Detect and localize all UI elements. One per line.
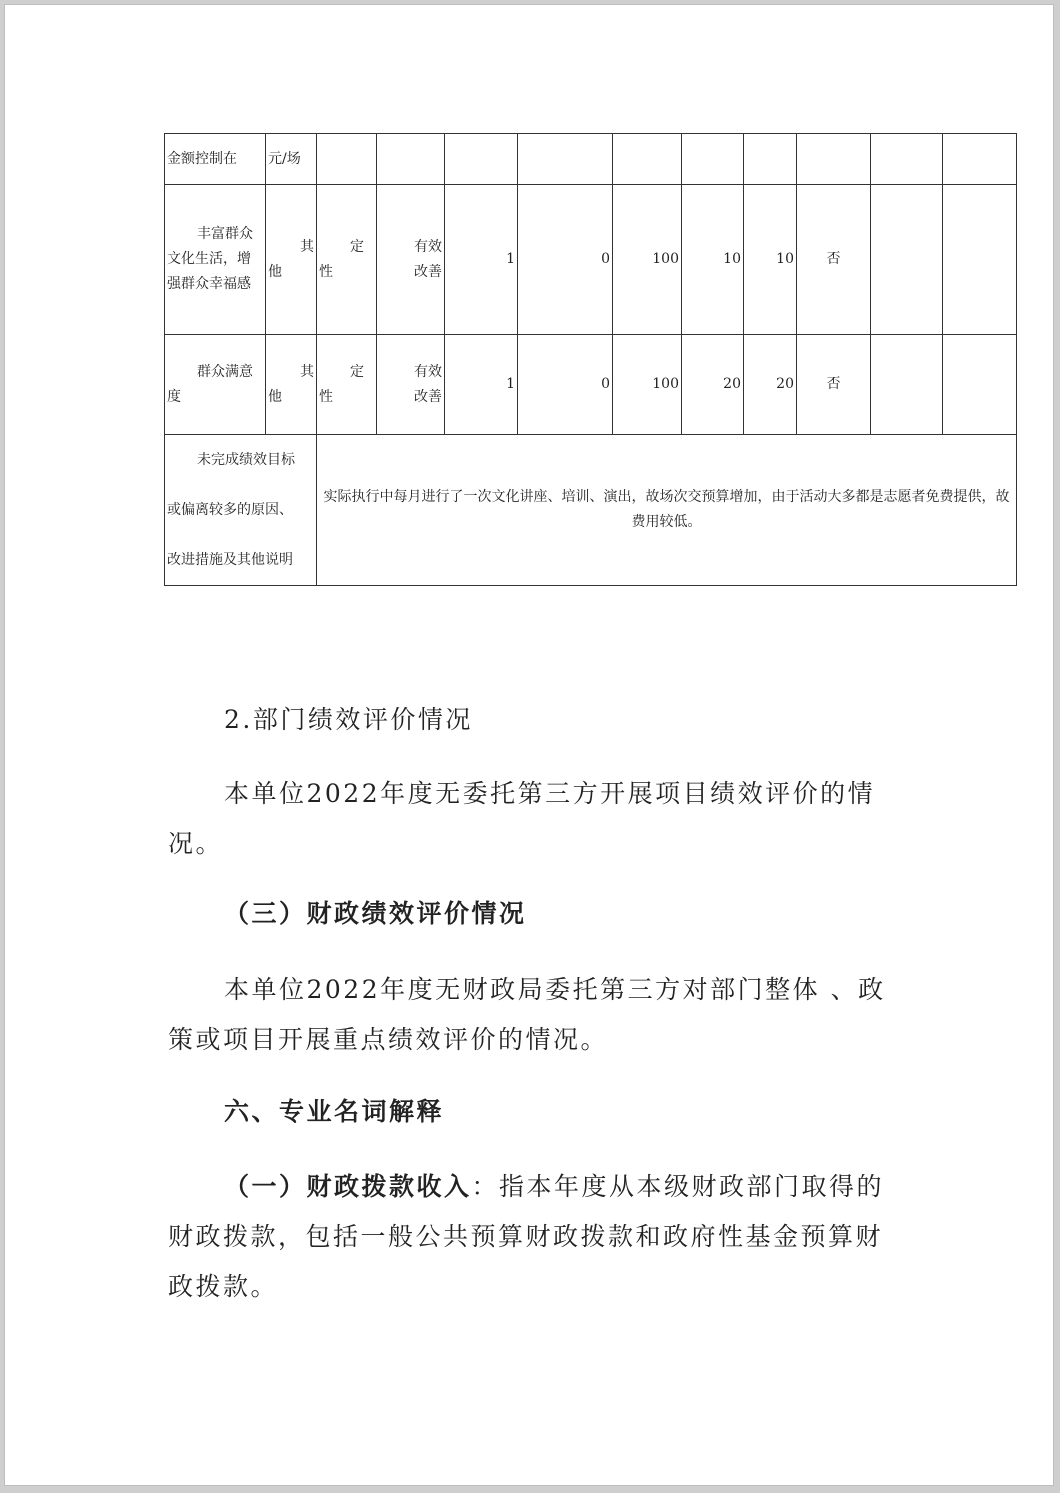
section-heading-finance-evaluation: （三）财政绩效评价情况 [224, 899, 527, 928]
indicator-name-cell: 丰富群众 文化生活，增 强群众幸福感 [165, 185, 266, 335]
type-cell: 定 性 [317, 335, 377, 435]
explanation-text-cell: 实际执行中每月进行了一次文化讲座、培训、演出，故场次交预算增加，由于活动大多都是志愿者免费提供，故费用较低。 [317, 435, 1017, 586]
table-row [165, 435, 1017, 586]
value-cell: 0 [518, 335, 613, 435]
value-cell: 1 [445, 185, 518, 335]
value-cell: 100 [613, 335, 682, 435]
section-heading-terms: 六、专业名词解释 [224, 1097, 445, 1126]
document-page [4, 4, 1054, 1486]
explanation-label-cell: 未完成绩效目标 或偏离较多的原因、 改进措施及其他说明 [165, 435, 317, 586]
paragraph-term-definition: （一）财政拨款收入：指本年度从本级财政部门取得的财政拨款，包括一般公共预算财政拨款和政府性基金预算财政拨款。 [168, 1172, 885, 1301]
type-cell: 定 性 [317, 185, 377, 335]
category-cell: 其 他 [266, 185, 317, 335]
value-cell: 100 [613, 185, 682, 335]
value-cell: 20 [682, 335, 744, 435]
table-row [165, 134, 1017, 185]
table-row [165, 335, 1017, 435]
indicator-name-cell: 群众满意 度 [165, 335, 266, 435]
value-cell: 20 [744, 335, 797, 435]
value-cell: 0 [518, 185, 613, 335]
category-cell: 其 他 [266, 335, 317, 435]
target-cell: 有效 改善 [377, 185, 445, 335]
term-label: （一）财政拨款收入 [224, 1172, 472, 1201]
performance-table [164, 133, 1017, 586]
paragraph-dept-evaluation: 本单位2022年度无委托第三方开展项目绩效评价的情况。 [168, 779, 876, 858]
target-cell: 有效 改善 [377, 335, 445, 435]
unit-cell: 元/场 [266, 134, 317, 185]
deviation-flag-cell: 否 [797, 185, 871, 335]
indicator-name-cell: 金额控制在 [165, 134, 266, 185]
paragraph-finance-evaluation: 本单位2022年度无财政局委托第三方对部门整体 、政策或项目开展重点绩效评价的情况。 [168, 975, 886, 1054]
table-row [165, 185, 1017, 335]
deviation-flag-cell: 否 [797, 335, 871, 435]
value-cell: 10 [744, 185, 797, 335]
value-cell: 1 [445, 335, 518, 435]
value-cell: 10 [682, 185, 744, 335]
section-heading-dept-evaluation: 2.部门绩效评价情况 [224, 705, 473, 734]
